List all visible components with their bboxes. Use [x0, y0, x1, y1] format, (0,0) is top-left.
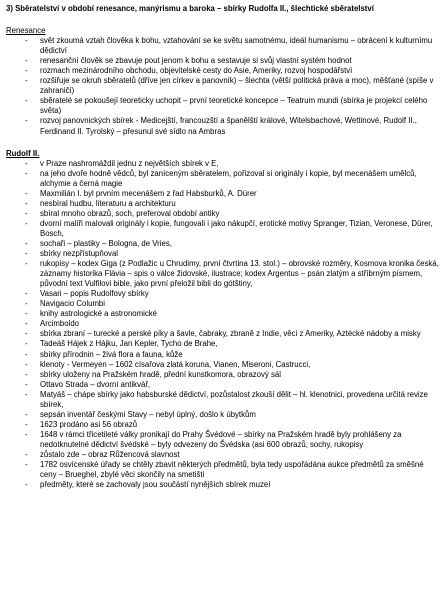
bullet-dash: - — [25, 208, 28, 218]
section-list-renesance — [6, 36, 442, 136]
list-item-text: Tadeáš Hájek z Hájku, Jan Kepler, Tycho de Brahe, — [40, 339, 218, 349]
bullet-dash: - — [25, 449, 28, 459]
list-item-text: 1648 v rámci třicetileté války pronikají do Prahy Švédové – sbírky na Pražském hradě byly prohlášeny za nedotknutelné dědictví švédské – byly odvezeny do Švédska (asi 600 obrazů, sochy, rukopisy — [40, 429, 402, 449]
bullet-dash: - — [25, 389, 28, 399]
bullet-dash: - — [25, 379, 28, 389]
list-item-text: svět zkoumá vztah člověka k bohu, vztahování se ke světu samotnému, ideál humanismu – obrácení k kulturnímu dědictví — [40, 36, 433, 56]
list-item — [6, 339, 442, 349]
list-item-text: nesbíral hudbu, literaturu a architekturu — [40, 198, 176, 208]
bullet-dash: - — [25, 409, 28, 419]
list-item-text: rukopisy – kodex Giga (z Podlažic u Chrudimy, první čtvrtina 13. stol.) – obrovské rozměry, Kosmova kronika česká, záznamy historika Flávia – spis o válce židovské, ilustrace; kodex Argentus – psán zlatým a stříbrným písmem, původní text Vulfilovi bible, jako první přeložil bibli do gótštiny, — [40, 259, 439, 289]
bullet-dash: - — [25, 349, 28, 359]
list-item-text: zůstalo zde – obraz Růžencová slavnost — [40, 449, 180, 459]
list-item-text: Maxmilián I. byl prvním mecenášem z řad Habsburků, A. Dürer — [40, 188, 257, 198]
list-item — [6, 116, 442, 136]
list-item-text: na jeho dvoře hodně vědců, byl zaníceným sběratelem, pořizoval si originály i kopie, byl mecenášem umělců, alchymie a černá magie — [40, 168, 417, 188]
bullet-dash: - — [25, 188, 28, 198]
bullet-dash: - — [25, 329, 28, 339]
list-item — [6, 309, 442, 319]
list-item-text: sběratelé se pokoušejí teoreticky uchopit – první teoretické koncepce – Teatrum mundi (sbírka je projekcí celého světa) — [40, 96, 428, 116]
list-item-text: v Praze nashromáždil jednu z největších sbírek v E, — [40, 158, 219, 168]
list-item-text: rozvoj panovnických sbírek - Medicejští, francouzští a španělští králové, Witelsbachové, Wettinové, Rudolf II., Ferdinand II. Tyrolský – přesunul své sídlo na Ambras — [40, 116, 417, 136]
bullet-dash: - — [25, 460, 28, 470]
list-item-text: 1623 prodáno asi 56 obrazů — [40, 419, 138, 429]
list-item-text: Navigacio Columbi — [40, 299, 106, 309]
bullet-dash: - — [25, 369, 28, 379]
bullet-dash: - — [25, 299, 28, 309]
list-item-text: Matyáš – chápe sbírky jako habsburské dědictví, pozůstalost zkouší dělit – hl. klenotnici, provedena určitá revize sbírek, — [40, 389, 428, 409]
list-item — [6, 299, 442, 309]
list-item-text: klenoty - Vermeyen – 1602 císařova zlatá koruna, Vianen, Miseroni, Castrucci, — [40, 359, 311, 369]
bullet-dash: - — [25, 289, 28, 299]
list-item — [6, 370, 442, 380]
list-item — [6, 480, 442, 490]
bullet-dash: - — [25, 259, 28, 269]
list-item-text: sbírka zbraní – turecké a perské píky a šavle, čabraky, zbraně z Indie, věci z Ameriky, Aztécké nádoby a misky — [40, 329, 421, 339]
list-item — [6, 430, 442, 450]
list-item-text: Arcimboldo — [40, 319, 79, 329]
list-item-text: dvorní malíři malovali originály i kopie, fungovali i jako nákupčí, erotické motivy Spranger, Tizian, Veronese, Dürer, Bosch, — [40, 218, 433, 238]
list-item — [6, 380, 442, 390]
list-item-text: Ottavo Strada – dvorní antikvář, — [40, 379, 151, 389]
list-item — [6, 66, 442, 76]
list-item-text: knihy astrologické a astronomické — [40, 309, 158, 319]
list-item-text: sbírky nezpřístupňoval — [40, 249, 119, 259]
list-item — [6, 259, 442, 289]
section-heading-renesance: Renesance — [6, 26, 46, 36]
bullet-dash: - — [25, 168, 28, 178]
bullet-dash: - — [25, 76, 28, 86]
list-item-text: sbírky uloženy na Pražském hradě, přední kunstkomora, obrazový sál — [40, 369, 281, 379]
bullet-dash: - — [25, 116, 28, 126]
list-item-text: sepsán inventář českými Stavy – nebyl úplný, došlo k úbytkům — [40, 409, 256, 419]
list-item — [6, 239, 442, 249]
list-item — [6, 189, 442, 199]
list-item — [6, 289, 442, 299]
list-item — [6, 199, 442, 209]
list-item — [6, 410, 442, 420]
list-item — [6, 76, 442, 96]
list-item — [6, 390, 442, 410]
bullet-dash: - — [25, 56, 28, 66]
list-item-text: rozšiřuje se okruh sběratelů (dříve jen církev a panovník) – šlechta (větší politická práva a moc), měšťané (spíše v zahraničí) — [40, 76, 434, 96]
list-item — [6, 319, 442, 329]
list-item-text: sochaři – plastiky – Bologna, de Vries, — [40, 238, 172, 248]
bullet-dash: - — [25, 359, 28, 369]
section-list-rudolf — [6, 159, 442, 491]
list-item — [6, 219, 442, 239]
list-item — [6, 159, 442, 169]
list-item-text: rozmach mezinárodního obchodu, objevitelské cesty do Asie, Ameriky, rozvoj hospodářství — [40, 66, 353, 76]
list-item — [6, 169, 442, 189]
list-item-text: sbíral mnoho obrazů, soch, preferoval období antiky — [40, 208, 220, 218]
bullet-dash: - — [25, 419, 28, 429]
bullet-dash: - — [25, 238, 28, 248]
bullet-dash: - — [25, 218, 28, 228]
list-item — [6, 350, 442, 360]
bullet-dash: - — [25, 158, 28, 168]
bullet-dash: - — [25, 339, 28, 349]
bullet-dash: - — [25, 429, 28, 439]
list-item — [6, 56, 442, 66]
list-item — [6, 450, 442, 460]
list-item — [6, 460, 442, 480]
document-title: 3) Sběratelství v období renesance, manýrismu a baroka – sbírky Rudolfa II., šlechtické sběratelství — [6, 4, 374, 13]
list-item — [6, 96, 442, 116]
list-item — [6, 209, 442, 219]
bullet-dash: - — [25, 96, 28, 106]
bullet-dash: - — [25, 36, 28, 46]
bullet-dash: - — [25, 480, 28, 490]
section-heading-rudolf: Rudolf II. — [6, 148, 40, 158]
list-item — [6, 36, 442, 56]
bullet-dash: - — [25, 198, 28, 208]
list-item-text: 1782 osvícenské úřady se chtěly zbavit některých předmětů, byla tedy uspořádána aukce předmětů za směšné ceny – Brueghel, zbylé věci skončily na smetišti — [40, 460, 424, 480]
bullet-dash: - — [25, 66, 28, 76]
list-item-text: Vasari – popis Rudolfovy sbírky — [40, 289, 149, 299]
bullet-dash: - — [25, 309, 28, 319]
bullet-dash: - — [25, 319, 28, 329]
bullet-dash: - — [25, 249, 28, 259]
list-item-text: sbírky přírodnin – živá flora a fauna, kůže — [40, 349, 183, 359]
list-item — [6, 360, 442, 370]
list-item — [6, 329, 442, 339]
list-item-text: renesanční člověk se zbavuje pout jenom k bohu a sestavuje si svůj vlastní systém hodnot — [40, 56, 352, 66]
list-item-text: předměty, které se zachovaly jsou součástí nynějších sbírek muzeí — [40, 480, 271, 490]
list-item — [6, 249, 442, 259]
list-item — [6, 420, 442, 430]
